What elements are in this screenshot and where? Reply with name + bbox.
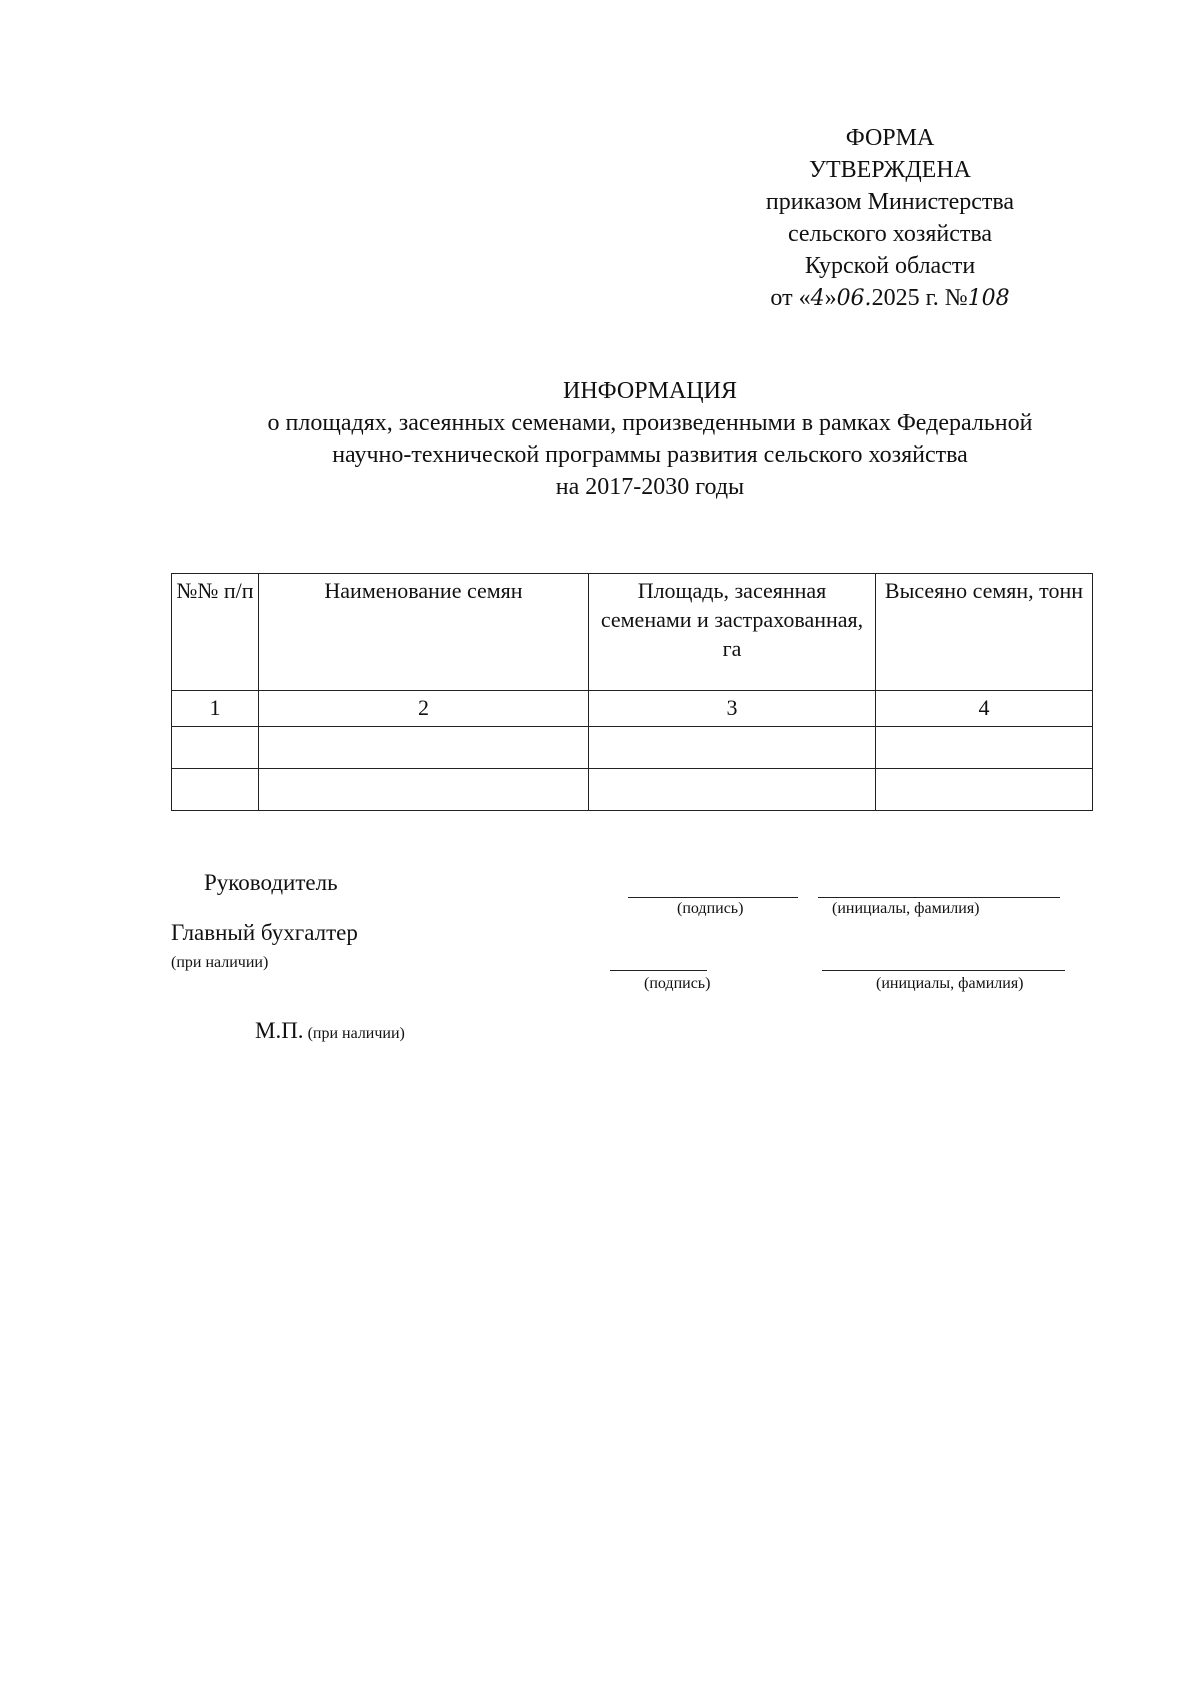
head-signature-caption: (подпись) — [677, 900, 744, 917]
title-line-1: о площадях, засеянных семенами, произведенными в рамках Федеральной — [267, 410, 1033, 436]
title-line-3: на 2017-2030 годы — [555, 474, 745, 500]
column-number: 4 — [876, 691, 1093, 727]
title-heading: ИНФОРМАЦИЯ — [563, 378, 737, 404]
accountant-signature-caption: (подпись) — [644, 975, 711, 992]
header-seed-name: Наименование семян — [259, 574, 589, 691]
table-row — [172, 727, 1093, 769]
header-number: №№ п/п — [172, 574, 259, 691]
table-cell[interactable] — [589, 727, 876, 769]
head-name-caption: (инициалы, фамилия) — [832, 900, 980, 917]
table-column-numbers-row — [172, 691, 1093, 727]
table-cell[interactable] — [589, 769, 876, 811]
date-month: 06. — [836, 286, 872, 311]
table-cell[interactable] — [876, 769, 1093, 811]
date-prefix: от « — [770, 285, 811, 311]
table-row — [172, 769, 1093, 811]
approval-region-line: Курской области — [804, 253, 976, 279]
table-cell[interactable] — [172, 769, 259, 811]
column-number: 3 — [589, 691, 876, 727]
table-cell[interactable] — [172, 727, 259, 769]
accountant-label: Главный бухгалтер — [171, 920, 358, 945]
approval-form-label: ФОРМА — [845, 125, 935, 151]
date-year: 2025 г. № — [871, 285, 968, 311]
table-cell[interactable] — [259, 727, 589, 769]
column-number: 2 — [259, 691, 589, 727]
accountant-name-caption: (инициалы, фамилия) — [876, 975, 1024, 992]
order-number: 108 — [967, 286, 1010, 311]
seeds-table — [171, 573, 1093, 811]
title-line-2: научно-технической программы развития сельского хозяйства — [332, 442, 968, 468]
table-cell[interactable] — [259, 769, 589, 811]
header-seeds-sown: Высеяно семян, тонн — [876, 574, 1093, 691]
header-area: Площадь, засеянная семенами и застрахованная, га — [589, 574, 876, 691]
stamp-label: М.П. — [255, 1018, 304, 1043]
column-number: 1 — [172, 691, 259, 727]
accountant-name-line[interactable] — [822, 970, 1065, 971]
head-label: Руководитель — [204, 870, 338, 895]
approval-ministry-line: сельского хозяйства — [787, 221, 993, 247]
date-day: 4 — [810, 286, 825, 311]
head-name-line[interactable] — [818, 897, 1060, 898]
date-mid: » — [824, 285, 837, 311]
approval-order-line: приказом Министерства — [765, 189, 1015, 215]
table-header-row — [172, 574, 1093, 691]
accountant-note: (при наличии) — [171, 954, 269, 971]
stamp-note: (при наличии) — [307, 1025, 405, 1042]
approval-approved-label: УТВЕРЖДЕНА — [808, 157, 972, 183]
accountant-signature-line[interactable] — [610, 970, 707, 971]
approval-date-line — [740, 282, 1040, 315]
head-signature-line[interactable] — [628, 897, 798, 898]
stamp-place — [255, 1018, 405, 1044]
table-cell[interactable] — [876, 727, 1093, 769]
document-title — [150, 375, 1150, 503]
approval-block — [740, 122, 1040, 315]
